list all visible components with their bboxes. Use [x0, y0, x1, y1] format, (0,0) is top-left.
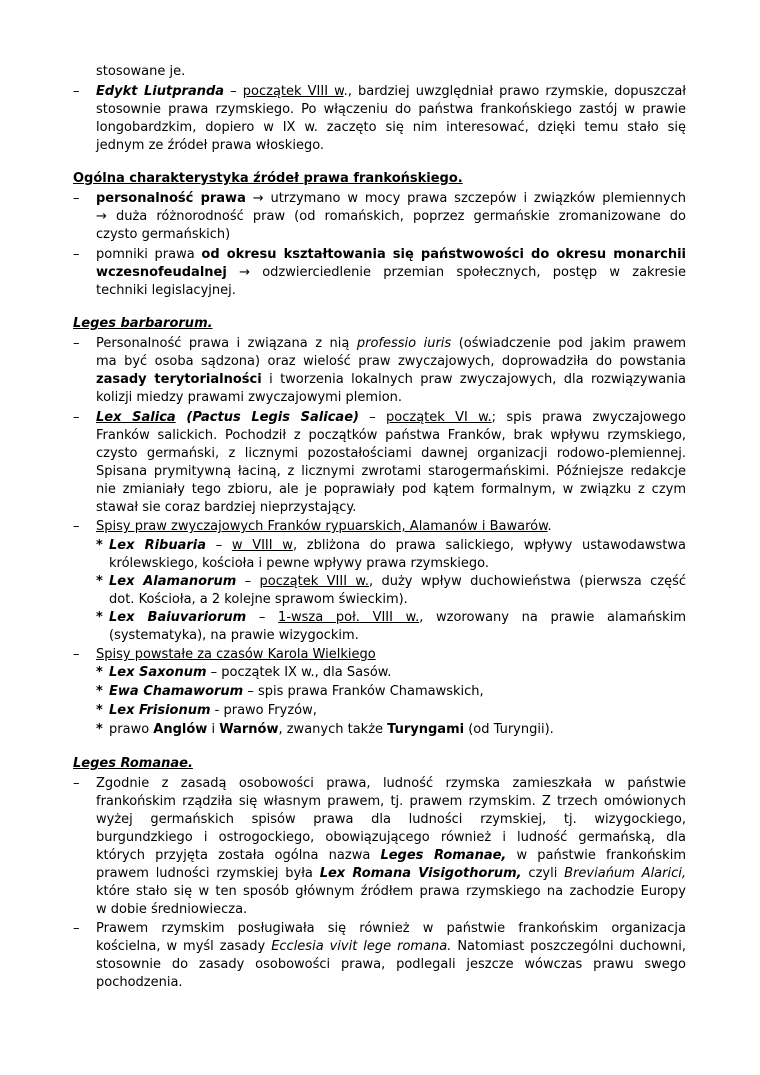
text-run: → utrzymano w mocy prawa szczepów i związków plemiennych: [245, 191, 686, 206]
text-run: Personalność prawa i związana z nią: [96, 336, 357, 351]
text-line: [96, 775, 686, 793]
text-run: –: [246, 610, 279, 625]
text-run: ; spis prawa zwyczajowego: [491, 410, 686, 425]
text-run: Zgodnie z zasadą osobowości prawa, ludność rzymska zamieszkała w państwie: [96, 776, 686, 791]
text-run: frankońskim rządziła się własnym prawem, tj. prawem rzymskim. Z trzech omówionych: [96, 794, 686, 809]
text-run: , zbliżona do prawa salickiego, wpływy ustawodawstwa: [292, 538, 687, 553]
text-line: [109, 702, 317, 720]
list-star-marker: *: [96, 684, 103, 699]
text-line: [96, 335, 686, 353]
text-line: [109, 721, 554, 739]
text-line: [96, 208, 686, 226]
text-line: [96, 499, 356, 517]
text-run: Anglów: [153, 722, 208, 737]
text-line: [96, 190, 686, 208]
text-run: stosowane je.: [96, 64, 186, 79]
text-line: [96, 974, 183, 992]
text-line: [96, 137, 324, 155]
text-run: i tworzenia lokalnych praw zwyczajowych, dla rozwiązywania: [261, 372, 686, 387]
list-dash-marker: –: [73, 776, 80, 791]
text-run: Natomiast poszczególni duchowni,: [451, 939, 686, 954]
text-run: personalność prawa: [96, 191, 246, 206]
text-line: [96, 371, 686, 389]
text-run: które stało się w ten sposób głównym źródłem prawa rzymskiego na zachodzie Europy: [96, 884, 686, 899]
text-run: Franków salickich. Pochodził z początków państwa Franków, brak wpływu rzymskiego,: [96, 428, 686, 443]
text-run: Edykt Liutpranda: [96, 84, 225, 99]
text-run: wczesnofeudalnej: [96, 265, 227, 280]
text-run: kolizji miedzy prawami zwyczajowymi plemion.: [96, 390, 403, 405]
text-line: [109, 591, 408, 609]
text-run: czysto germański, z licznymi pozostałościami dawnej organizacji rodowo-plemiennej.: [96, 446, 686, 461]
text-run: , wzorowany na prawie alamańskim: [419, 610, 686, 625]
text-run: początek VIII w.: [259, 574, 369, 589]
text-line: [73, 170, 463, 188]
text-run: Lex Baiuvariorum: [109, 610, 247, 625]
text-line: [96, 264, 686, 282]
text-line: [96, 353, 686, 371]
text-run: i: [207, 722, 220, 737]
text-run: –: [224, 84, 243, 99]
text-line: [96, 956, 686, 974]
list-star-marker: *: [96, 665, 103, 680]
text-run: prawem ludności rzymskiej była: [96, 866, 320, 881]
text-run: w państwie frankońskim: [506, 848, 686, 863]
text-run: nie zmianiały tego zbioru, ale je poprawiały pod kątem formalnym, w związku z czym: [96, 482, 686, 497]
text-line: [96, 119, 686, 137]
list-star-marker: *: [96, 610, 103, 625]
text-run: wyżej germańskich spisów prawa dla ludności rzymskiej, tj. wizygockiego,: [96, 812, 686, 827]
text-run: .: [547, 519, 552, 534]
list-dash-marker: –: [73, 647, 80, 662]
text-run: stosownie do zasady osobowości prawa, podlegali jeszcze wówczas prawu swego: [96, 957, 686, 972]
text-run: –: [358, 410, 387, 425]
text-line: [109, 683, 484, 701]
text-run: → duża różnorodność praw (od romańskich, poprzez germańskie zromanizowane do: [96, 209, 686, 224]
text-line: [96, 282, 236, 300]
text-line: [96, 920, 686, 938]
text-run: zasady terytorialności: [96, 372, 262, 387]
text-run: burgundzkiego i ostrogockiego, obowiązującego również i ludność germańską, dla: [96, 830, 686, 845]
text-run: –: [236, 574, 260, 589]
text-run: Spisy praw zwyczajowych Franków rypuarskich, Alamanów i Bawarów: [96, 519, 548, 534]
text-run: ma być osoba sądzona) oraz wielość praw zwyczajowych, doprowadziła do powstania: [96, 354, 686, 369]
list-dash-marker: –: [73, 191, 80, 206]
text-run: Leges barbarorum.: [73, 316, 213, 331]
text-run: pochodzenia.: [96, 975, 183, 990]
text-run: – początek IX w., dla Sasów.: [206, 665, 392, 680]
text-run: (od Turyngii).: [464, 722, 554, 737]
text-line: [109, 609, 686, 627]
text-run: (systematyka), na prawie wizygockim.: [109, 628, 359, 643]
text-run: dot. Kościoła, a 2 kolejne sprawom świeckim).: [109, 592, 408, 607]
text-line: [109, 537, 686, 555]
text-run: stawał sie coraz bardziej nieprzystający.: [96, 500, 357, 515]
text-run: w dobie średniowiecza.: [96, 902, 248, 917]
text-line: [96, 427, 686, 445]
list-star-marker: *: [96, 538, 103, 553]
text-run: prawo: [109, 722, 154, 737]
text-line: [96, 518, 552, 536]
text-run: Lex Frisionum: [109, 703, 211, 718]
list-dash-marker: –: [73, 519, 80, 534]
text-run: ., bardziej uwzględniał prawo rzymskie, dopuszczał: [343, 84, 687, 99]
text-run: stosownie prawa rzymskiego. Po włączeniu do państwa frankońskiego zastój w prawie: [96, 102, 686, 117]
text-run: → odzwierciedlenie przemian społecznych, postęp w zakresie: [226, 265, 686, 280]
text-line: [96, 847, 686, 865]
text-run: Lex Alamanorum: [109, 574, 237, 589]
text-run: Spisana prymitywną łaciną, z licznymi zwrotami starogermańskimi. Późniejsze redakcje: [96, 464, 686, 479]
list-dash-marker: –: [73, 336, 80, 351]
text-run: Breviańum Alarici,: [564, 866, 686, 881]
text-line: [109, 573, 686, 591]
text-run: Warnów: [219, 722, 279, 737]
text-run: królewskiego, kościoła i pewne wpływy prawa rzymskiego.: [109, 556, 490, 571]
text-run: początek VIII w: [242, 84, 344, 99]
text-run: Spisy powstałe za czasów Karola Wielkiego: [96, 647, 376, 662]
text-line: [96, 226, 230, 244]
text-line: [96, 883, 686, 901]
text-run: kościelna, w myśl zasady: [96, 939, 272, 954]
text-run: longobardzkim, dopiero w IX w. zaczęto się nim interesować, dzięki temu stało się: [96, 120, 686, 135]
text-run: Ogólna charakterystyka źródeł prawa frankońskiego.: [73, 171, 463, 186]
text-run: (Pactus Legis Salicae): [175, 410, 359, 425]
text-line: [96, 646, 376, 664]
text-run: w VIII w: [231, 538, 293, 553]
text-line: [96, 865, 686, 883]
text-line: [109, 555, 489, 573]
text-line: [96, 481, 686, 499]
text-run: Prawem rzymskim posługiwała się również w państwie frankońskim organizacja: [96, 921, 686, 936]
text-run: , zwanych także: [278, 722, 388, 737]
text-run: Ewa Chamaworum: [109, 684, 244, 699]
text-run: Ecclesia vivit lege romana.: [271, 939, 452, 954]
list-star-marker: *: [96, 722, 103, 737]
text-run: 1-wsza poł. VIII w.: [278, 610, 420, 625]
text-line: [96, 938, 686, 956]
list-dash-marker: –: [73, 410, 80, 425]
text-run: Turyngami: [387, 722, 465, 737]
text-line: [96, 83, 686, 101]
text-run: początek VI w.: [386, 410, 492, 425]
text-line: [96, 101, 686, 119]
text-line: [96, 811, 686, 829]
text-line: [96, 463, 686, 481]
list-star-marker: *: [96, 703, 103, 718]
text-run: –: [206, 538, 232, 553]
text-run: techniki legislacyjnej.: [96, 283, 236, 298]
text-run: jednym ze źródeł prawa włoskiego.: [96, 138, 325, 153]
text-line: [73, 315, 213, 333]
text-run: – spis prawa Franków Chamawskich,: [243, 684, 484, 699]
text-run: Leges Romanae.: [73, 756, 193, 771]
list-dash-marker: –: [73, 247, 80, 262]
text-run: professio iuris: [356, 336, 452, 351]
text-line: [96, 409, 686, 427]
list-dash-marker: –: [73, 84, 80, 99]
text-line: [96, 793, 686, 811]
text-run: pomniki prawa: [96, 247, 202, 262]
text-line: [73, 755, 193, 773]
text-run: czyli: [521, 866, 565, 881]
text-run: , duży wpływ duchowieństwa (pierwsza część: [368, 574, 686, 589]
text-run: Lex Romana Visigothorum,: [319, 866, 522, 881]
text-line: [109, 627, 359, 645]
text-run: od okresu kształtowania się państwowości do okresu monarchii: [201, 247, 686, 262]
text-run: Lex Saxonum: [109, 665, 207, 680]
list-dash-marker: –: [73, 921, 80, 936]
text-line: [96, 389, 402, 407]
text-line: [96, 901, 247, 919]
text-run: czysto germańskich): [96, 227, 231, 242]
text-run: których przyjęta została ogólna nazwa: [96, 848, 381, 863]
text-run: Leges Romanae,: [380, 848, 507, 863]
text-line: [96, 445, 686, 463]
text-line: [109, 664, 391, 682]
list-star-marker: *: [96, 574, 103, 589]
text-run: - prawo Fryzów,: [210, 703, 317, 718]
text-run: Lex Ribuaria: [109, 538, 207, 553]
text-run: (oświadczenie pod jakim prawem: [451, 336, 686, 351]
text-line: [96, 829, 686, 847]
text-run: Lex Salica: [96, 410, 176, 425]
text-line: [96, 63, 185, 81]
text-line: [96, 246, 686, 264]
